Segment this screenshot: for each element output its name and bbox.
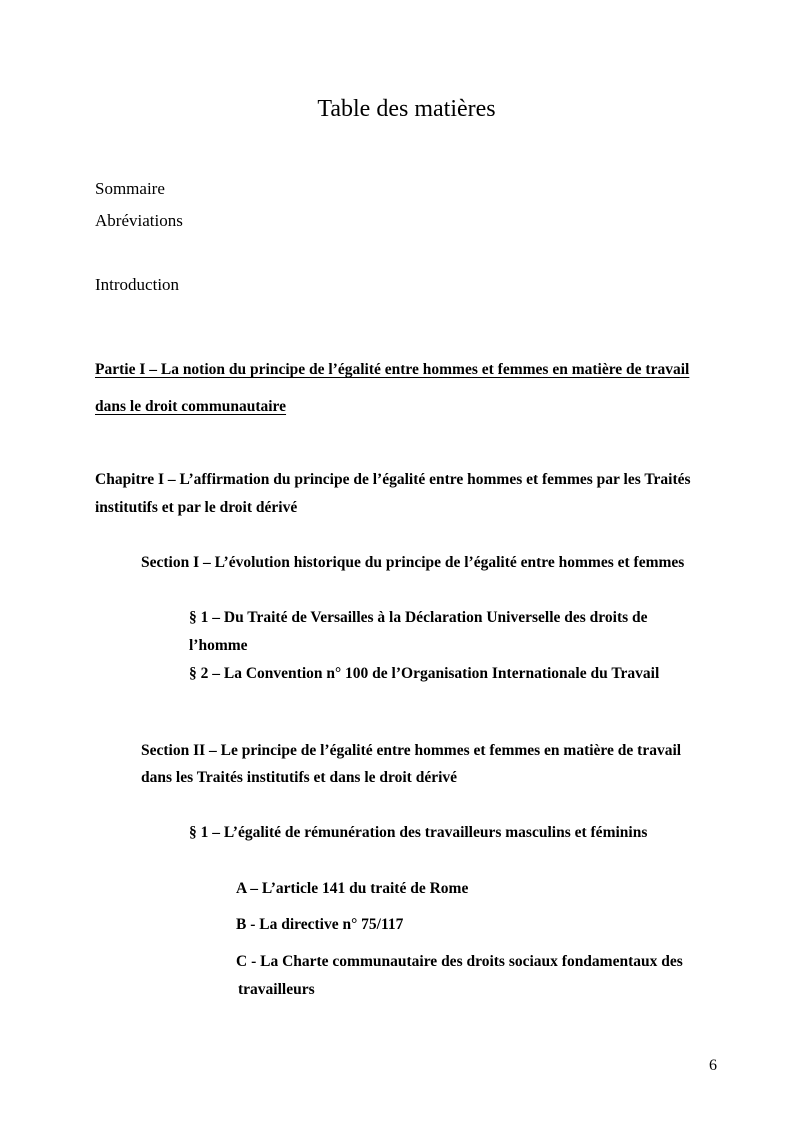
toc-chapitre-1-line1: Chapitre I – L’affirmation du principe de l’égalité entre hommes et femmes par les Traités [95,471,691,488]
toc-partie-1-line1: Partie I – La notion du principe de l’égalité entre hommes et femmes en matière de travail [95,361,690,378]
toc-section-2-line1: Section II – Le principe de l’égalité entre hommes et femmes en matière de travail [141,742,682,759]
toc-section-1-para-1-line2: l’homme [189,637,248,654]
toc-section-2-line2: dans les Traités institutifs et dans le droit dérivé [141,769,458,786]
toc-item-b: B - La directive n° 75/117 [236,916,404,933]
toc-section-1-para-2: § 2 – La Convention n° 100 de l’Organisation Internationale du Travail [189,665,660,682]
toc-partie-1-line2: dans le droit communautaire [95,398,287,415]
toc-chapitre-1-line2: institutifs et par le droit dérivé [95,499,298,516]
toc-entry-sommaire: Sommaire [95,179,165,198]
toc-item-c-line1: C - La Charte communautaire des droits sociaux fondamentaux des [236,953,683,970]
toc-entry-abreviations: Abréviations [95,211,183,230]
toc-item-c-line2: travailleurs [238,981,315,998]
page-title: Table des matières [317,96,496,122]
toc-section-1-para-1-line1: § 1 – Du Traité de Versailles à la Déclaration Universelle des droits de [189,609,648,626]
page-number: 6 [709,1057,717,1074]
toc-section-1: Section I – L’évolution historique du principe de l’égalité entre hommes et femmes [141,554,685,571]
toc-entry-introduction: Introduction [95,275,180,294]
toc-section-2-para-1: § 1 – L’égalité de rémunération des travailleurs masculins et féminins [189,824,648,841]
toc-item-a: A – L’article 141 du traité de Rome [236,880,469,897]
